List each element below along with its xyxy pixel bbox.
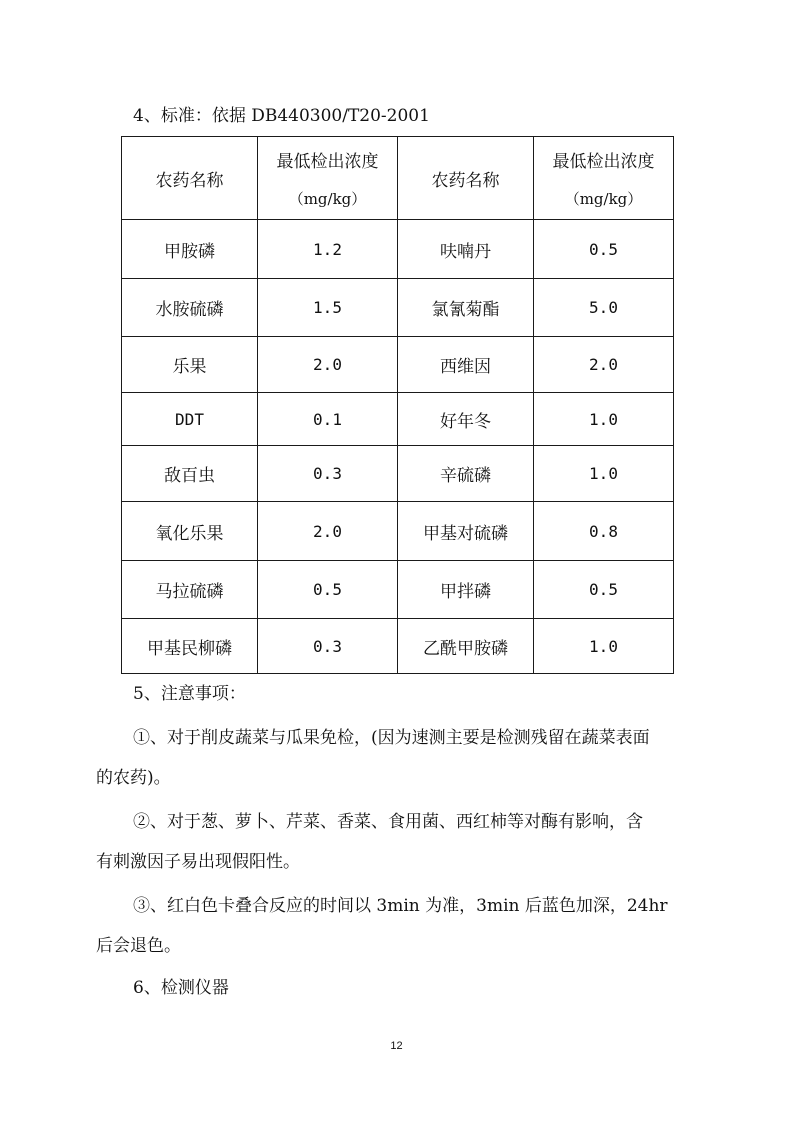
pesticide-name: 呋喃丹 [398, 220, 534, 279]
header-unit-1: （mg/kg） [288, 190, 367, 208]
concentration-value: 0.1 [258, 393, 398, 446]
table-row [122, 393, 674, 446]
header-min-concentration-1 [258, 137, 398, 220]
pesticide-name: 甲基对硫磷 [398, 502, 534, 561]
table-row [122, 502, 674, 561]
header-concentration-label-1: 最低检出浓度 [276, 152, 379, 172]
concentration-value: 0.5 [534, 561, 674, 619]
pesticide-name: 辛硫磷 [398, 446, 534, 502]
section-6-heading: 6、检测仪器 [133, 978, 229, 998]
table-row [122, 337, 674, 393]
table-header-row [122, 137, 674, 220]
pesticide-name: 乐果 [122, 337, 258, 393]
pesticide-name: 水胺硫磷 [122, 279, 258, 337]
concentration-value: 0.5 [258, 561, 398, 619]
note-1-line-1: ①、对于削皮蔬菜与瓜果免检，(因为速测主要是检测残留在蔬菜表面 [133, 728, 650, 748]
pesticide-name: 西维因 [398, 337, 534, 393]
pesticide-name: 氯氰菊酯 [398, 279, 534, 337]
table-row [122, 619, 674, 674]
concentration-value: 1.2 [258, 220, 398, 279]
concentration-value: 1.0 [534, 619, 674, 674]
note-3-line-2: 后会退色。 [96, 936, 181, 956]
note-2-line-2: 有刺激因子易出现假阳性。 [96, 852, 300, 872]
section-4-heading: 4、标准：依据 DB440300/T20-2001 [133, 106, 430, 126]
concentration-value: 0.5 [534, 220, 674, 279]
concentration-value: 5.0 [534, 279, 674, 337]
page-number: 12 [390, 1040, 403, 1052]
table-row [122, 220, 674, 279]
pesticide-name: 甲拌磷 [398, 561, 534, 619]
concentration-value: 1.5 [258, 279, 398, 337]
header-unit-2: （mg/kg） [564, 190, 643, 208]
header-min-concentration-2 [534, 137, 674, 220]
note-3-line-1: ③、红白色卡叠合反应的时间以 3min 为准，3min 后蓝色加深，24hr [133, 896, 668, 916]
note-1-line-2: 的农药)。 [96, 768, 171, 788]
table-row [122, 561, 674, 619]
concentration-value: 0.3 [258, 446, 398, 502]
pesticide-name: DDT [122, 393, 258, 446]
pesticide-name: 甲基民柳磷 [122, 619, 258, 674]
pesticide-name: 好年冬 [398, 393, 534, 446]
pesticide-name: 乙酰甲胺磷 [398, 619, 534, 674]
pesticide-detection-table [121, 136, 674, 674]
concentration-value: 1.0 [534, 393, 674, 446]
header-pesticide-name-2: 农药名称 [398, 137, 534, 220]
pesticide-name: 氧化乐果 [122, 502, 258, 561]
pesticide-name: 甲胺磷 [122, 220, 258, 279]
concentration-value: 2.0 [258, 502, 398, 561]
note-2-line-1: ②、对于葱、萝卜、芹菜、香菜、食用菌、西红柿等对酶有影响，含 [133, 812, 643, 832]
concentration-value: 2.0 [258, 337, 398, 393]
pesticide-name: 敌百虫 [122, 446, 258, 502]
concentration-value: 2.0 [534, 337, 674, 393]
concentration-value: 0.3 [258, 619, 398, 674]
table-row [122, 279, 674, 337]
pesticide-name: 马拉硫磷 [122, 561, 258, 619]
concentration-value: 1.0 [534, 446, 674, 502]
concentration-value: 0.8 [534, 502, 674, 561]
header-pesticide-name-1: 农药名称 [122, 137, 258, 220]
section-5-heading: 5、注意事项： [133, 684, 246, 704]
table-row [122, 446, 674, 502]
header-concentration-label-2: 最低检出浓度 [552, 152, 655, 172]
